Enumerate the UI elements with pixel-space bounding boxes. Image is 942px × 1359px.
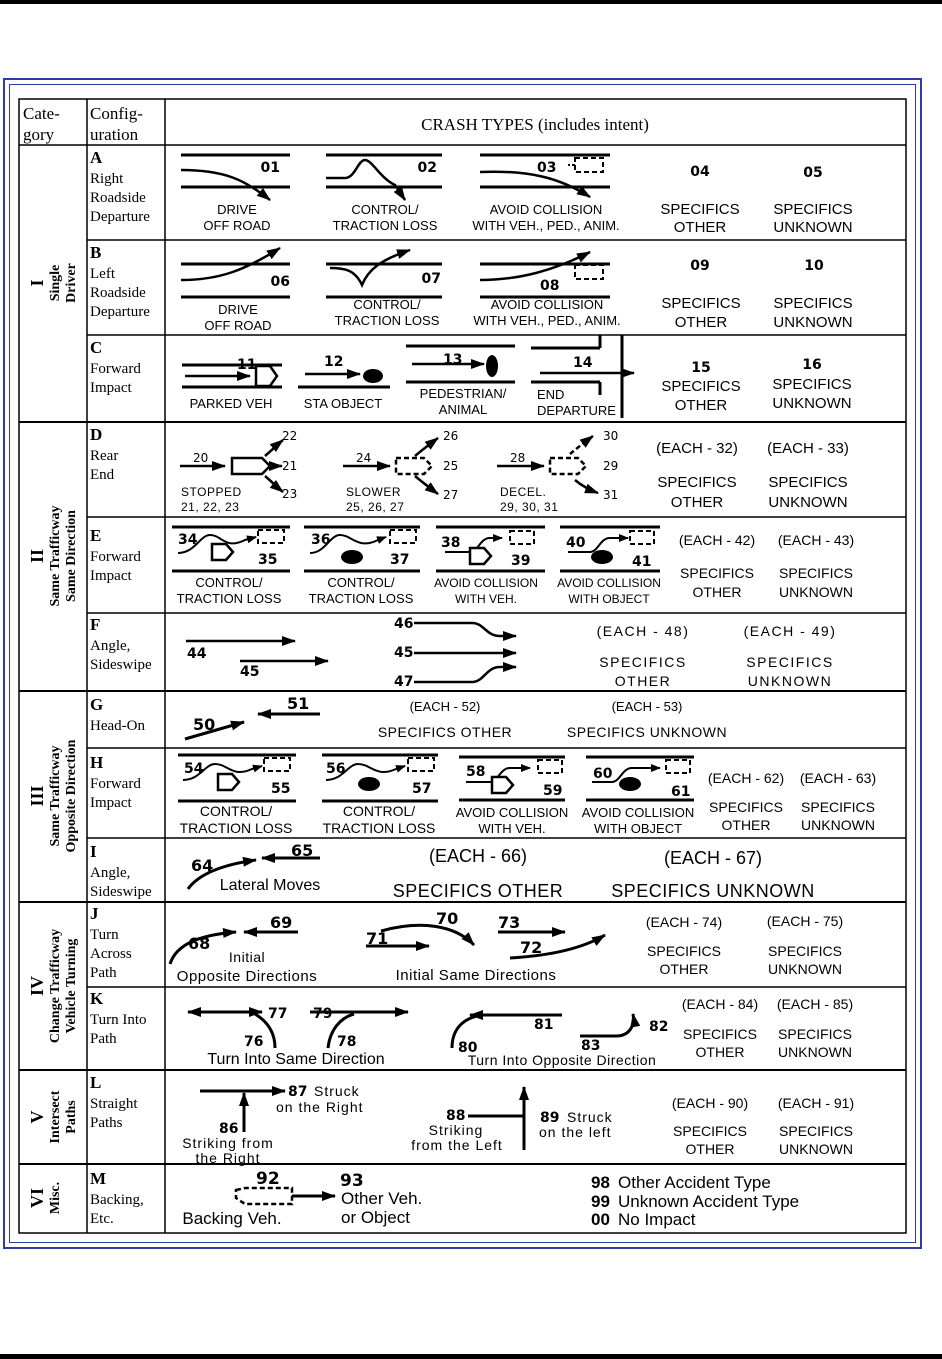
caption-slower-line2: 25, 26, 27 — [346, 500, 405, 514]
config-letter-a: A — [90, 148, 103, 167]
specifics-90-line1: SPECIFICS — [673, 1123, 747, 1139]
caption-stopped-line2: 21, 22, 23 — [181, 500, 240, 514]
header-category-line1: Cate- — [23, 104, 60, 123]
caption-86-line2: the Right — [195, 1150, 261, 1166]
label-22: 22 — [282, 429, 298, 443]
config-letter-b: B — [90, 243, 102, 262]
label-34: 34 — [178, 532, 198, 548]
label-04: 04 — [690, 164, 710, 180]
label-70: 70 — [436, 909, 459, 928]
label-10: 10 — [804, 258, 824, 274]
config-letter-k: K — [90, 989, 104, 1008]
caption-11: PARKED VEH — [189, 396, 273, 411]
each-62: (EACH - 62) — [707, 770, 785, 786]
config-f-line2: Sideswipe — [90, 657, 152, 673]
config-a-line2: Roadside — [90, 190, 146, 206]
caption-60-line2: WITH OBJECT — [593, 821, 683, 836]
label-69: 69 — [270, 913, 293, 932]
config-j-line2: Across — [90, 946, 132, 962]
label-72: 72 — [520, 938, 543, 957]
specifics-32-line1: SPECIFICS — [657, 474, 737, 491]
category-iv-line1: Change Trafficway — [48, 928, 63, 1044]
specifics-75-line2: UNKNOWN — [768, 961, 842, 977]
label-45: 45 — [240, 664, 260, 680]
category-i-line2: Driver — [64, 263, 79, 303]
caption-09-line2: OTHER — [674, 314, 728, 331]
each-84: (EACH - 84) — [681, 996, 759, 1012]
specifics-48-line2: OTHER — [614, 673, 672, 689]
config-letter-f: F — [90, 615, 101, 634]
caption-02-line1: CONTROL/ — [351, 202, 419, 217]
caption-same: Initial Same Directions — [395, 967, 557, 984]
label-56: 56 — [326, 761, 346, 777]
category-i-line1: Single — [48, 264, 63, 302]
config-g-line1: Head-On — [90, 718, 145, 734]
specifics-75-line1: SPECIFICS — [768, 943, 842, 959]
specifics-53: SPECIFICS UNKNOWN — [566, 724, 728, 740]
label-35: 35 — [258, 552, 278, 568]
pedestrian-icon — [486, 355, 498, 377]
specifics-85-line2: UNKNOWN — [778, 1044, 852, 1060]
caption-40-line2: WITH OBJECT — [568, 592, 650, 606]
each-52: (EACH - 52) — [409, 699, 481, 714]
label-02: 02 — [417, 160, 437, 176]
specifics-66: SPECIFICS OTHER — [392, 881, 564, 901]
caption-56-line2: TRACTION LOSS — [322, 820, 436, 836]
label-54: 54 — [184, 761, 204, 777]
label-12: 12 — [324, 354, 344, 370]
caption-08-line2: WITH VEH., PED., ANIM. — [473, 313, 621, 328]
caption-13-line2: ANIMAL — [438, 402, 488, 417]
caption-05-line2: UNKNOWN — [773, 219, 853, 236]
caption-54-line1: CONTROL/ — [199, 803, 273, 819]
stationary-object-icon — [363, 369, 383, 383]
config-c-line2: Impact — [90, 380, 132, 396]
object-icon-61 — [619, 777, 641, 791]
specifics-90-line2: OTHER — [685, 1141, 735, 1157]
caption-88-line2: from the Left — [411, 1137, 503, 1153]
specifics-42-line2: OTHER — [692, 584, 742, 600]
header-category-line2: gory — [23, 125, 55, 144]
caption-slower-line1: SLOWER — [346, 485, 402, 499]
code-98-text: Other Accident Type — [618, 1173, 771, 1192]
label-68: 68 — [188, 934, 211, 953]
config-b-line2: Roadside — [90, 285, 146, 301]
label-30: 30 — [603, 429, 619, 443]
category-roman-i: I — [27, 279, 47, 287]
config-l-line1: Straight — [90, 1096, 138, 1112]
object-icon-37 — [341, 550, 363, 564]
label-83: 83 — [581, 1038, 601, 1054]
specifics-33-line2: UNKNOWN — [768, 494, 848, 511]
specifics-49-line1: SPECIFICS — [746, 654, 834, 670]
caption-34-line2: TRACTION LOSS — [176, 591, 282, 606]
specifics-48-line1: SPECIFICS — [599, 654, 687, 670]
header-configuration-line2: uration — [90, 125, 139, 144]
specifics-62-line2: OTHER — [721, 817, 771, 833]
row-e-diagrams — [172, 527, 660, 571]
label-47: 47 — [394, 674, 414, 690]
caption-05-line1: SPECIFICS — [773, 201, 853, 218]
caption-58-line2: WITH VEH. — [478, 821, 546, 836]
label-82: 82 — [649, 1019, 669, 1035]
bottom-rule — [0, 1354, 942, 1359]
config-j-line1: Turn — [90, 927, 119, 943]
caption-93-line2: or Object — [341, 1208, 410, 1227]
label-46: 46 — [394, 616, 414, 632]
row-f-diagrams — [186, 623, 516, 682]
label-92: 92 — [256, 1169, 280, 1189]
specifics-43-line2: UNKNOWN — [779, 584, 853, 600]
category-iii-line2: Opposite Direction — [64, 739, 79, 853]
caption-14-line1: END — [537, 387, 565, 402]
label-76: 76 — [244, 1034, 264, 1050]
label-81: 81 — [534, 1017, 554, 1033]
config-e-line1: Forward — [90, 549, 141, 565]
specifics-33-line1: SPECIFICS — [768, 474, 848, 491]
config-h-line1: Forward — [90, 776, 141, 792]
label-01: 01 — [260, 160, 280, 176]
label-88: 88 — [446, 1108, 466, 1124]
config-e-line2: Impact — [90, 568, 132, 584]
caption-60-line1: AVOID COLLISION — [581, 805, 695, 820]
caption-86-line1: Striking from — [182, 1135, 274, 1151]
each-90: (EACH - 90) — [671, 1095, 749, 1111]
label-13: 13 — [443, 352, 463, 368]
object-icon-41 — [591, 550, 613, 564]
each-75: (EACH - 75) — [766, 913, 844, 929]
specifics-63-line1: SPECIFICS — [801, 799, 875, 815]
config-letter-e: E — [90, 526, 102, 545]
category-ii-line1: Same Trafficway — [48, 505, 63, 607]
config-j-line3: Path — [90, 965, 117, 981]
caption-04-line1: SPECIFICS — [660, 201, 740, 218]
category-vi-line1: Misc. — [48, 1181, 63, 1215]
caption-40-line1: AVOID COLLISION — [557, 576, 661, 590]
config-l-line2: Paths — [90, 1115, 123, 1131]
label-39: 39 — [511, 553, 531, 569]
specifics-42-line1: SPECIFICS — [680, 565, 754, 581]
label-25: 25 — [443, 459, 459, 473]
label-58: 58 — [466, 764, 486, 780]
config-letter-m: M — [90, 1169, 107, 1188]
label-21: 21 — [282, 459, 298, 473]
caption-lateral: Lateral Moves — [219, 877, 321, 894]
each-63: (EACH - 63) — [799, 770, 877, 786]
specifics-74-line2: OTHER — [659, 961, 709, 977]
code-00-text: No Impact — [618, 1210, 696, 1229]
config-i-line2: Sideswipe — [90, 884, 152, 900]
caption-34-line1: CONTROL/ — [195, 575, 263, 590]
specifics-62-line1: SPECIFICS — [709, 799, 783, 815]
specifics-52: SPECIFICS OTHER — [377, 724, 513, 740]
each-85: (EACH - 85) — [776, 996, 854, 1012]
specifics-91-line1: SPECIFICS — [779, 1123, 853, 1139]
code-00: 00 — [591, 1210, 610, 1229]
config-b-line3: Departure — [90, 304, 150, 320]
object-icon-57 — [358, 777, 380, 791]
label-77: 77 — [268, 1006, 288, 1022]
label-31: 31 — [603, 488, 619, 502]
label-59: 59 — [543, 783, 563, 799]
caption-14-line2: DEPARTURE — [537, 403, 616, 418]
category-roman-vi: VI — [27, 1187, 47, 1209]
label-61: 61 — [671, 784, 691, 800]
caption-decel-line2: 29, 30, 31 — [500, 500, 559, 514]
label-40: 40 — [566, 535, 586, 551]
label-08: 08 — [540, 278, 560, 294]
config-letter-d: D — [90, 425, 103, 444]
label-15: 15 — [691, 360, 711, 376]
specifics-84-line1: SPECIFICS — [683, 1026, 757, 1042]
specifics-67: SPECIFICS UNKNOWN — [611, 881, 815, 901]
config-h-line2: Impact — [90, 795, 132, 811]
caption-07-line1: CONTROL/ — [353, 297, 421, 312]
caption-15-line1: SPECIFICS — [661, 378, 741, 395]
category-v-line1: Intersect — [48, 1090, 63, 1144]
each-74: (EACH - 74) — [645, 914, 723, 930]
caption-88-line1: Striking — [428, 1122, 484, 1138]
config-i-line1: Angle, — [90, 865, 131, 881]
label-60: 60 — [593, 766, 613, 782]
caption-89-line1: Struck — [567, 1109, 613, 1125]
caption-38-line1: AVOID COLLISION — [434, 576, 538, 590]
each-43: (EACH - 43) — [777, 532, 855, 548]
row-m-diagrams — [236, 1188, 335, 1204]
each-67: (EACH - 67) — [663, 848, 763, 868]
config-c-line1: Forward — [90, 361, 141, 377]
header-configuration-line1: Config- — [90, 104, 143, 123]
label-41: 41 — [632, 554, 652, 570]
specifics-84-line2: OTHER — [695, 1044, 745, 1060]
category-iv-line2: Vehicle Turning — [64, 938, 79, 1034]
label-89: 89 — [540, 1110, 560, 1126]
label-79: 79 — [313, 1006, 333, 1022]
label-06: 06 — [270, 274, 290, 290]
category-roman-v: V — [27, 1110, 47, 1124]
label-36: 36 — [311, 532, 331, 548]
caption-16-line2: UNKNOWN — [772, 395, 852, 412]
caption-56-line1: CONTROL/ — [342, 803, 416, 819]
caption-36-line2: TRACTION LOSS — [308, 591, 414, 606]
caption-decel-line1: DECEL. — [500, 485, 547, 499]
label-28: 28 — [510, 451, 526, 465]
label-71: 71 — [366, 929, 389, 948]
category-v-line2: Paths — [64, 1100, 79, 1134]
caption-36-line1: CONTROL/ — [327, 575, 395, 590]
config-letter-i: I — [90, 842, 97, 861]
each-91: (EACH - 91) — [777, 1095, 855, 1111]
category-roman-iv: IV — [27, 975, 47, 997]
label-45b: 45 — [394, 645, 414, 661]
specifics-63-line2: UNKNOWN — [801, 817, 875, 833]
label-09: 09 — [690, 258, 710, 274]
config-m-line1: Backing, — [90, 1192, 144, 1208]
label-07: 07 — [421, 271, 441, 287]
caption-06-line1: DRIVE — [218, 302, 258, 317]
config-d-line1: Rear — [90, 448, 119, 464]
caption-87-line2: on the Right — [276, 1099, 364, 1115]
each-53: (EACH - 53) — [611, 699, 683, 714]
caption-54-line2: TRACTION LOSS — [179, 820, 293, 836]
caption-58-line1: AVOID COLLISION — [455, 805, 569, 820]
label-51: 51 — [287, 694, 310, 713]
header-crash-types: CRASH TYPES (includes intent) — [421, 115, 649, 134]
label-26: 26 — [443, 429, 459, 443]
each-49: (EACH - 49) — [743, 623, 837, 639]
config-k-line1: Turn Into — [90, 1012, 147, 1028]
caption-01-line1: DRIVE — [217, 202, 257, 217]
label-44: 44 — [187, 646, 207, 662]
each-42: (EACH - 42) — [678, 532, 756, 548]
label-87: 87 — [288, 1084, 308, 1100]
caption-stopped-line1: STOPPED — [181, 485, 242, 499]
caption-09-line1: SPECIFICS — [661, 295, 741, 312]
label-29: 29 — [603, 459, 619, 473]
specifics-74-line1: SPECIFICS — [647, 943, 721, 959]
caption-15-line2: OTHER — [674, 397, 728, 414]
category-roman-iii: III — [27, 785, 47, 807]
label-16: 16 — [802, 357, 822, 373]
label-20: 20 — [193, 451, 209, 465]
caption-12: STA OBJECT — [303, 396, 383, 411]
caption-08-line1: AVOID COLLISION — [490, 297, 604, 312]
config-a-line1: Right — [90, 171, 124, 187]
label-64: 64 — [191, 856, 214, 875]
label-05: 05 — [803, 165, 823, 181]
label-57: 57 — [412, 781, 432, 797]
caption-opposite-direction: Turn Into Opposite Direction — [467, 1052, 657, 1068]
config-f-line1: Angle, — [90, 638, 131, 654]
category-roman-ii: II — [27, 548, 47, 564]
config-k-line2: Path — [90, 1031, 117, 1047]
caption-10-line2: UNKNOWN — [773, 314, 853, 331]
caption-same-direction: Turn Into Same Direction — [207, 1051, 385, 1068]
specifics-43-line1: SPECIFICS — [779, 565, 853, 581]
label-14: 14 — [573, 355, 593, 371]
caption-07-line2: TRACTION LOSS — [334, 313, 440, 328]
config-letter-j: J — [90, 904, 99, 923]
label-86: 86 — [219, 1121, 239, 1137]
config-letter-l: L — [90, 1073, 102, 1092]
label-65: 65 — [291, 841, 314, 860]
label-38: 38 — [441, 535, 461, 551]
specifics-49-line2: UNKNOWN — [747, 673, 833, 689]
config-m-line2: Etc. — [90, 1211, 114, 1227]
label-27: 27 — [443, 488, 459, 502]
caption-93-line1: Other Veh. — [341, 1189, 423, 1208]
config-letter-g: G — [90, 695, 104, 714]
label-93: 93 — [340, 1171, 364, 1191]
each-32: (EACH - 32) — [656, 440, 738, 457]
code-98: 98 — [591, 1173, 610, 1192]
caption-initial: Initial — [228, 949, 266, 965]
label-24: 24 — [356, 451, 372, 465]
config-letter-h: H — [90, 753, 104, 772]
each-66: (EACH - 66) — [428, 846, 528, 866]
code-99: 99 — [591, 1192, 610, 1211]
caption-03-line1: AVOID COLLISION — [489, 202, 603, 217]
category-iii-line1: Same Trafficway — [48, 745, 63, 847]
config-b-line1: Left — [90, 266, 115, 282]
specifics-91-line2: UNKNOWN — [779, 1141, 853, 1157]
caption-89-line2: on the left — [539, 1124, 612, 1140]
label-55: 55 — [271, 781, 291, 797]
caption-38-line2: WITH VEH. — [455, 592, 517, 606]
label-78: 78 — [337, 1034, 357, 1050]
code-99-text: Unknown Accident Type — [618, 1192, 800, 1211]
label-73: 73 — [498, 913, 521, 932]
caption-03-line2: WITH VEH., PED., ANIM. — [472, 218, 620, 233]
config-a-line3: Departure — [90, 209, 150, 225]
config-d-line2: End — [90, 467, 115, 483]
label-80: 80 — [458, 1040, 478, 1056]
row-h-diagrams — [178, 755, 694, 801]
caption-16-line1: SPECIFICS — [772, 376, 852, 393]
each-48: (EACH - 48) — [596, 623, 690, 639]
label-50: 50 — [193, 715, 216, 734]
caption-04-line2: OTHER — [673, 219, 727, 236]
caption-opposite: Opposite Directions — [176, 968, 318, 985]
config-letter-c: C — [90, 338, 103, 357]
caption-01-line2: OFF ROAD — [203, 218, 271, 233]
caption-backing: Backing Veh. — [182, 1209, 282, 1228]
specifics-32-line2: OTHER — [670, 494, 724, 511]
caption-10-line1: SPECIFICS — [773, 295, 853, 312]
caption-02-line2: TRACTION LOSS — [332, 218, 438, 233]
each-33: (EACH - 33) — [767, 440, 849, 457]
label-03: 03 — [537, 160, 557, 176]
caption-87-line1: Struck — [314, 1083, 360, 1099]
caption-06-line2: OFF ROAD — [204, 318, 272, 333]
label-11: 11 — [237, 357, 257, 373]
category-ii-line2: Same Direction — [64, 510, 79, 602]
label-23: 23 — [282, 487, 298, 501]
specifics-85-line1: SPECIFICS — [778, 1026, 852, 1042]
label-37: 37 — [390, 552, 410, 568]
caption-13-line1: PEDESTRIAN/ — [419, 386, 507, 401]
